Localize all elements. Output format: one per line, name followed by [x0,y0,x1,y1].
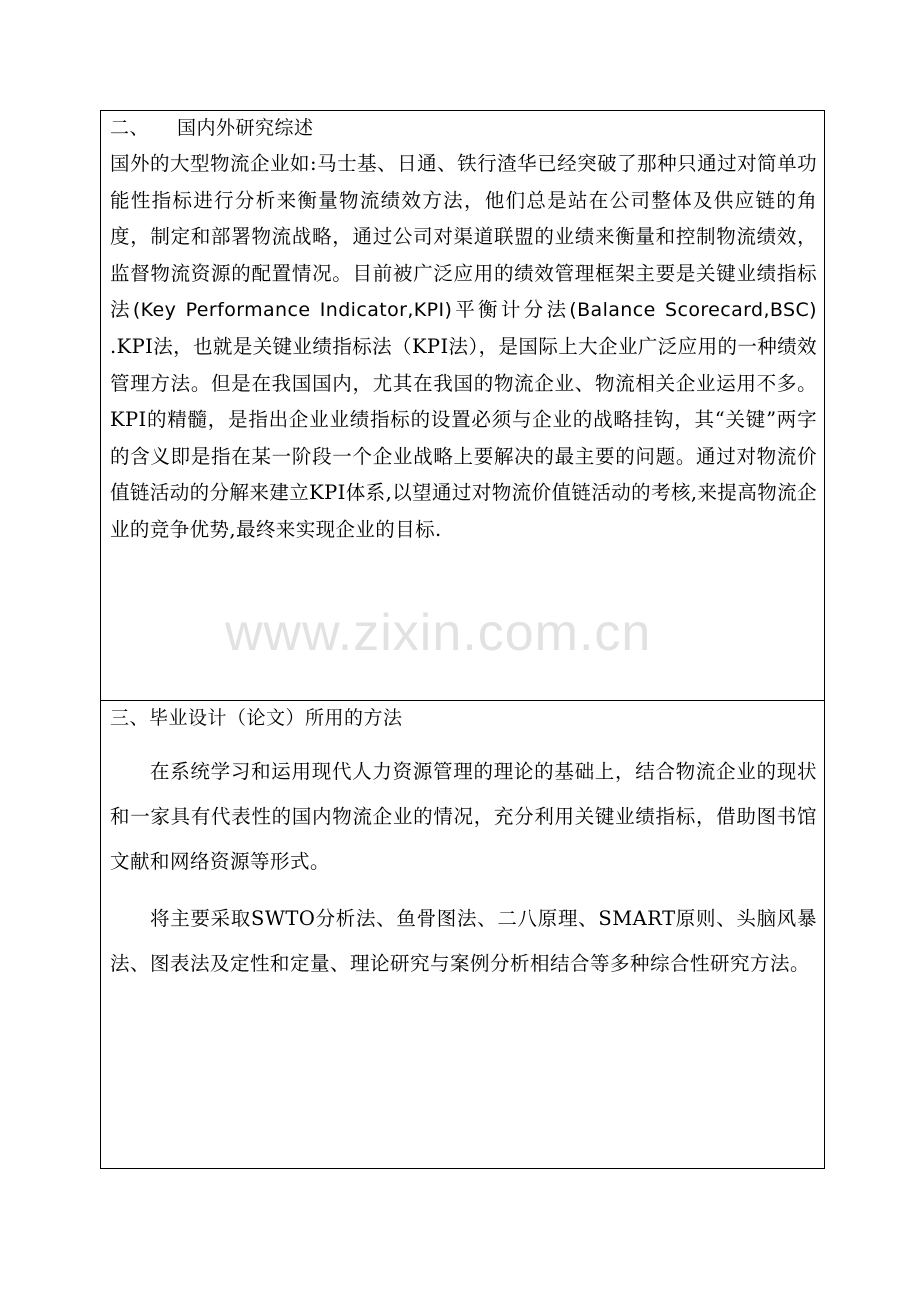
heading-number: 二、 [110,117,150,139]
review-text-bsc-label: 平衡计分法 [452,298,570,322]
method-paragraph-2: 将主要采取SWTO分析法、鱼骨图法、二八原理、SMART原则、头脑风暴法、图表法及定性和定量、理论研究与案例分析相结合等多种综合性研究方法。 [110,907,817,975]
method-heading: 三、毕业设计（论文）所用的方法 [110,707,403,729]
method-paragraph-1: 在系统学习和运用现代人力资源管理的理论的基础上，结合物流企业的现状和一家具有代表性的国内物流企业的情况，充分利用关键业绩指标，借助图书馆文献和网络资源等形式。 [110,760,817,873]
kpi-term: (Key Performance Indicator,KPI) [132,299,453,322]
proposal-form-table [100,110,825,1169]
watermark-text: www.zixin.com.cn [225,604,652,662]
method-cell [101,701,824,1168]
heading-title: 国内外研究综述 [177,117,314,139]
review-text-part-2: .KPI法，也就是关键业绩指标法（KPI法），是国际上大企业广泛应用的一种绩效管理方法。但是在我国国内，尤其在我国的物流企业、物流相关企业运用不多。 KPI的精髓，是指出企业业绩指标的设置必须与企业的战略挂钩，其“关键”两字的含义即是指在某一阶段一个企业战略上要解决的最主要的问题。通过对物流价值链活动的分解来建立KPI体系,以望通过对物流价值链活动的考核,来提高物流企业的竞争优势,最终来实现企业的目标. [110,334,817,541]
literature-review-heading [110,111,817,143]
review-text-part-1: 国外的大型物流企业如:马士基、日通、铁行渣华已经突破了那种只通过对简单功能性指标进行分析来衡量物流绩效方法，他们总是站在公司整体及供应链的角度，制定和部署物流战略，通过公司对渠道联盟的业绩来衡量和控制物流绩效，监督物流资源的配置情况。目前被广泛应用的绩效管理框架主要是关键业绩指标法 [110,152,817,322]
bsc-term: (Balance Scorecard,BSC) [569,299,817,322]
literature-review-cell [101,111,824,701]
literature-review-paragraph [110,146,817,549]
